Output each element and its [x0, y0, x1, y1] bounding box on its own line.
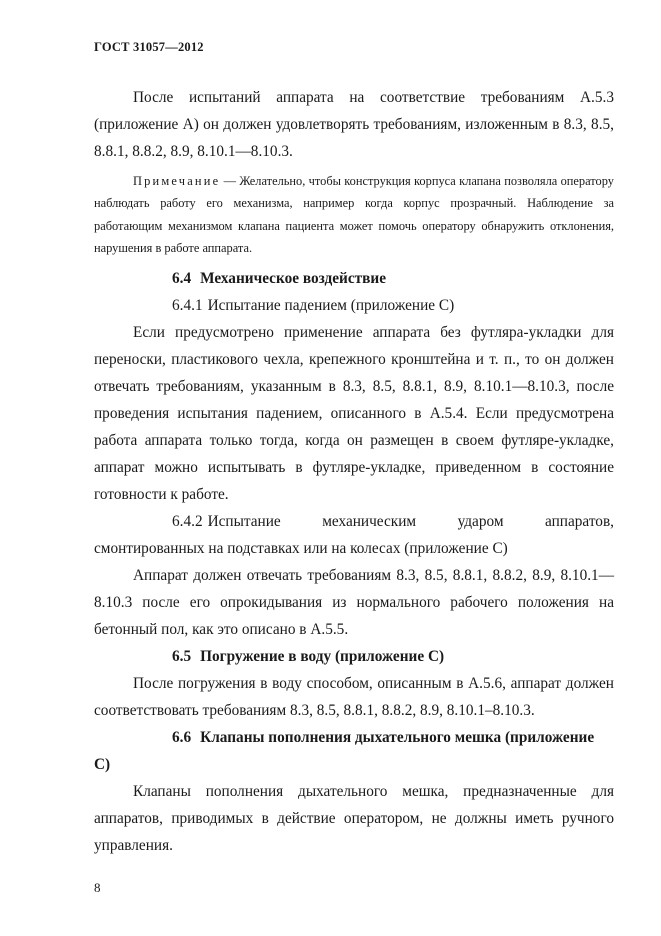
subsection-number: 6.4.1	[172, 297, 203, 315]
document-body	[94, 84, 614, 859]
paragraph-6-6: Клапаны пополнения дыхательного мешка, предназначенные для аппаратов, приводимых в действие оператором, не должны иметь ручного управления.	[94, 783, 614, 855]
subsection-heading-6-4-1	[94, 292, 614, 319]
document-header: ГОСТ 31057—2012	[94, 40, 204, 54]
note-block	[94, 170, 614, 259]
paragraph-6-4-1: Если предусмотрено применение аппарата без футляра-укладки для переноски, пластикового чехла, крепежного кронштейна и т. п., то он должен отвечать требованиям, указанным в 8.3, 8.5, 8.8.1, 8.9, 8.10.1—8.10.3, после проведения испытания падением, описанного в А.5.4. Если предусмотрена работа аппарата только тогда, когда он размещен в своем футляре-укладке, аппарат можно испытывать в футляре-укладке, приведенном в состояние готовности к работе.	[94, 324, 614, 504]
section-number: 6.4	[172, 270, 192, 288]
paragraph-6-5: После погружения в воду способом, описанным в А.5.6, аппарат должен соответствовать требованиям 8.3, 8.5, 8.8.1, 8.8.2, 8.9, 8.10.1–8.10.3.	[94, 675, 614, 720]
note-label: Примечание	[133, 174, 221, 188]
subsection-heading-6-4-2	[94, 508, 614, 562]
page-number: 8	[94, 880, 101, 895]
section-title: Механическое воздействие	[200, 270, 387, 288]
paragraph-intro: После испытаний аппарата на соответствие требованиям А.5.3 (приложение А) он должен удовлетворять требованиям, изложенным в 8.3, 8.5, 8.8.1, 8.8.2, 8.9, 8.10.1—8.10.3.	[94, 89, 614, 160]
note-text: — Желательно, чтобы конструкция корпуса клапана позволяла оператору наблюдать работу его механизма, например когда корпус прозрачный. Наблюдение за работающим механизмом клапана пациента может помочь оператору обнаружить отклонения, нарушения в работе аппарата.	[94, 174, 614, 255]
subsection-title: Испытание механическим ударом аппаратов, смонтированных на подставках или на колесах (приложение С)	[94, 513, 614, 558]
section-title: Погружение в воду (приложение С)	[200, 648, 445, 666]
paragraph-6-4-2: Аппарат должен отвечать требованиям 8.3, 8.5, 8.8.1, 8.8.2, 8.9, 8.10.1—8.10.3 после его опрокидывания из нормального рабочего положения на бетонный пол, как это описано в А.5.5.	[94, 567, 614, 639]
section-heading-6-4	[94, 265, 614, 292]
subsection-number: 6.4.2	[172, 513, 203, 531]
subsection-title: Испытание падением (приложение С)	[207, 297, 455, 315]
section-title: Клапаны пополнения дыхательного мешка (приложение С)	[94, 729, 595, 774]
section-number: 6.6	[172, 729, 192, 747]
section-heading-6-6	[94, 724, 614, 778]
section-heading-6-5	[94, 643, 614, 670]
section-number: 6.5	[172, 648, 192, 666]
